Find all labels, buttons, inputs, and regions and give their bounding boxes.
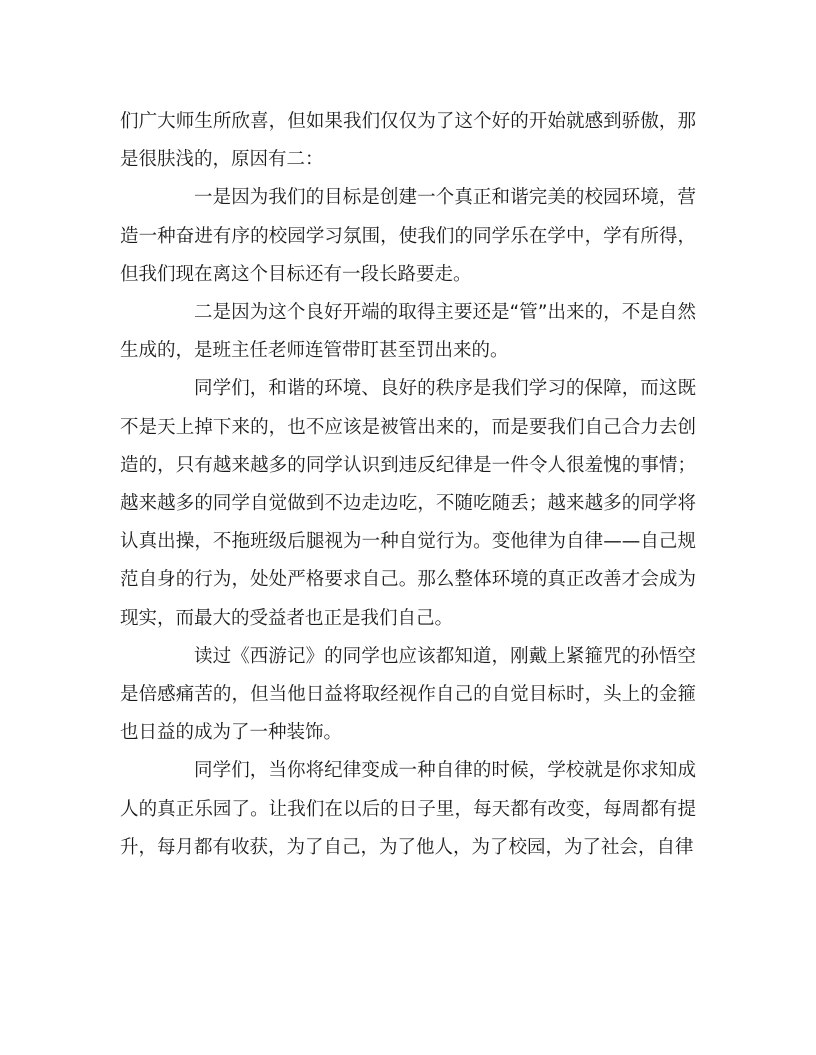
document-body	[120, 103, 696, 867]
paragraph-harmony: 同学们，和谐的环境、良好的秩序是我们学习的保障，而这既不是天上掉下来的，也不应该是被管出来的，而是要我们自己合力去创造的，只有越来越多的同学认识到违反纪律是一件令人很羞愧的事情；越来越多的同学自觉做到不边走边吃，不随吃随丢；越来越多的同学将认真出操，不拖班级后腿视为一种自觉行为。变他律为自律——自己规范自身的行为，处处严格要求自己。那么整体环境的真正改善才会成为现实，而最大的受益者也正是我们自己。	[120, 378, 696, 629]
paragraph-continuation: 们广大师生所欣喜，但如果我们仅仅为了这个好的开始就感到骄傲，那是很肤浅的，原因有二：	[120, 111, 696, 171]
paragraph-reason-two: 二是因为这个良好开端的取得主要还是“管”出来的，不是自然生成的，是班主任老师连管带盯甚至罚出来的。	[120, 302, 696, 362]
paragraph-self-discipline: 同学们，当你将纪律变成一种自律的时候，学校就是你求知成人的真正乐园了。让我们在以后的日子里，每天都有改变，每周都有提升，每月都有收获，为了自己，为了他人，为了校园，为了社会，自律	[120, 760, 696, 858]
paragraph-reason-one: 一是因为我们的目标是创建一个真正和谐完美的校园环境，营造一种奋进有序的校园学习氛围，使我们的同学乐在学中，学有所得，但我们现在离这个目标还有一段长路要走。	[120, 187, 696, 285]
paragraph-journey-west: 读过《西游记》的同学也应该都知道，刚戴上紧箍咒的孙悟空是倍感痛苦的，但当他日益将取经视作自己的自觉目标时，头上的金箍也日益的成为了一种装饰。	[120, 645, 696, 744]
